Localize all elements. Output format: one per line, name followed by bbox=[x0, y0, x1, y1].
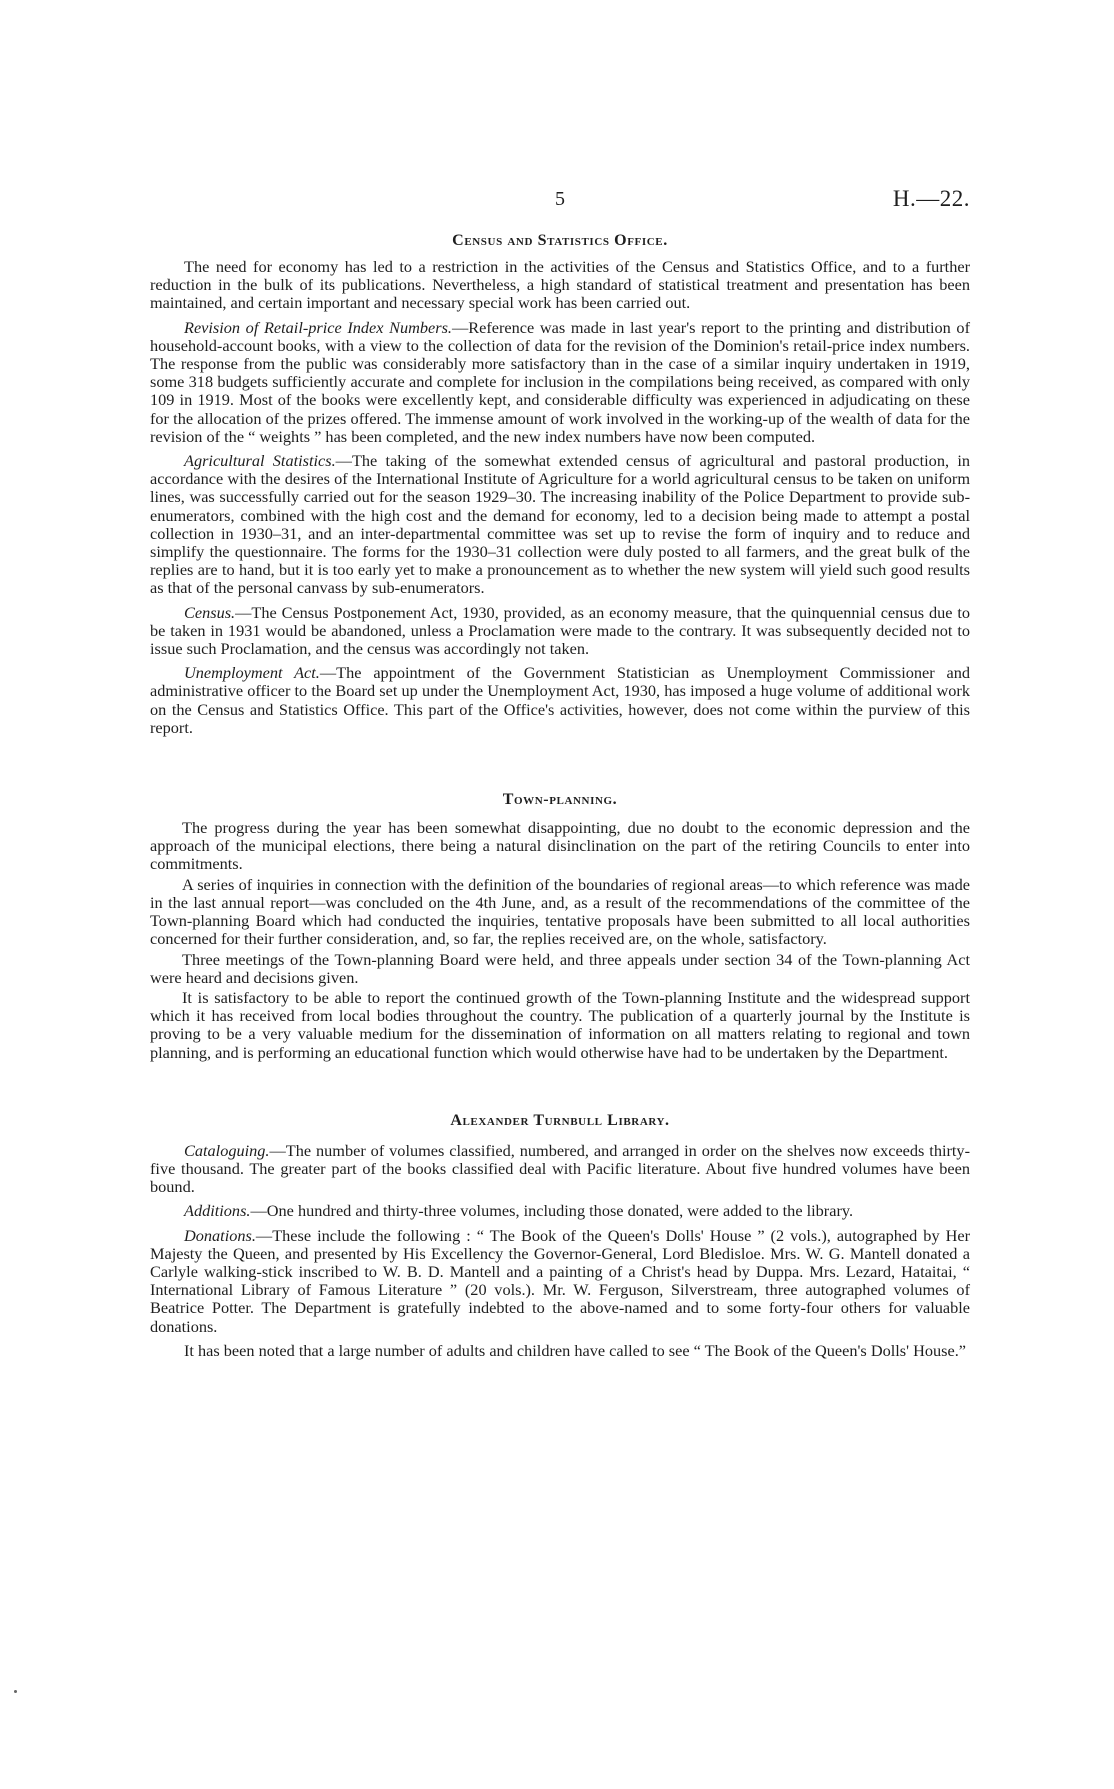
page-number: 5 bbox=[555, 188, 565, 210]
paragraph-census bbox=[150, 604, 970, 659]
paragraph-heading: Donations. bbox=[184, 1225, 256, 1245]
section-title: Town-planning. bbox=[502, 791, 618, 809]
page-header bbox=[150, 186, 970, 220]
paragraph-text: —One hundred and thirty-three volumes, including those donated, were added to the library. bbox=[250, 1201, 854, 1221]
paragraph-heading: Census. bbox=[184, 602, 236, 622]
paragraph-text: —Reference was made in last year's report to the printing and distribution of household-account books, with a view to the collection of data for the revision of the Dominion's retail-price index numbers. The response from the public was considerably more satisfactory than in the case of a similar inquiry undertaken in 1919, some 318 budgets sufficiently accurate and complete for inclusion in the compilations being received, as compared with only 109 in 1919. Most of the books were excellently kept, and considerable difficulty was experienced in adjudicating on these for the allocation of the prizes offered. The immense amount of work involved in the working-up of the wealth of data for the revision of the “ weights ” has been completed, and the new index numbers have now been computed. bbox=[150, 317, 970, 446]
paragraph-heading: Additions. bbox=[184, 1201, 251, 1221]
scan-mark bbox=[14, 1690, 17, 1693]
section-title: Census and Statistics Office. bbox=[452, 232, 668, 249]
paragraph-text: —The number of volumes classified, numbered, and arranged in order on the shelves now exceeds thirty-five thousand. The greater part of the books classified deal with Pacific literature. About five hundred volumes have been bound. bbox=[150, 1140, 970, 1197]
paragraph: A series of inquiries in connection with the definition of the boundaries of regional areas—to which reference was made in the last annual report—was concluded on the 4th June, and, as a result of the recommendations of the committee of the Town-planning Board which had conducted the inquiries, tentative proposals have been submitted to all local authorities concerned for their further consideration, and, so far, the replies received are, on the whole, satisfactory. bbox=[150, 874, 970, 949]
paragraph: Three meetings of the Town-planning Board were held, and three appeals under section 34 of the Town-planning Act were heard and decisions given. bbox=[150, 949, 970, 987]
paragraph-text: —The appointment of the Government Statistician as Unemployment Commissioner and administrative officer to the Board set up under the Unemployment Act, 1930, has imposed a huge volume of additional work on the Census and Statistics Office. This part of the Office's activities, however, does not come within the purview of this report. bbox=[150, 663, 971, 737]
paragraph-text: —The taking of the somewhat extended census of agricultural and pastoral production, in accordance with the desires of the International Institute of Agriculture for a world agricultural census to be taken on uniform lines, was successfully carried out for the season 1929–30. The increasing inability of the Police Department to provide sub-enumerators, combined with the high cost and the demand for economy, led to a decision being made to attempt a postal collection in 1930–31, and an inter-departmental committee was set up to revise the form of inquiry and to reduce and simplify the questionnaire. The forms for the 1930–31 collection were duly posted to all farmers, and the great bulk of the replies are to hand, but it is too early yet to make a pronouncement as to whether the new system will yield such good results as that of the personal canvass by sub-enumerators. bbox=[150, 451, 970, 598]
paragraph-closing: It has been noted that a large number of adults and children have called to see “ The Book of the Queen's Dolls' House.” bbox=[184, 1340, 967, 1360]
page-body bbox=[150, 232, 970, 1360]
paragraph-cataloguing bbox=[150, 1142, 970, 1197]
paragraph: The progress during the year has been somewhat disappointing, due no doubt to the economic depression and the approach of the municipal elections, there being a natural disinclination on the part of the retiring Councils to enter into commitments. bbox=[150, 818, 970, 874]
paragraph-retail-price bbox=[150, 319, 970, 446]
paragraph-heading: Unemployment Act. bbox=[184, 663, 320, 683]
paragraph-heading: Agricultural Statistics. bbox=[184, 451, 336, 471]
paragraph-unemployment bbox=[150, 664, 970, 737]
paragraph-additions bbox=[150, 1202, 970, 1220]
section-title: Alexander Turnbull Library. bbox=[450, 1111, 670, 1129]
section-alexander-turnbull-library bbox=[150, 1112, 970, 1360]
document-code: H.—22. bbox=[892, 186, 970, 211]
paragraph-heading: Cataloguing. bbox=[184, 1140, 270, 1160]
section-census-statistics-office bbox=[150, 232, 970, 737]
paragraph-text: —These include the following : “ The Book of the Queen's Dolls' House ” (2 vols.), autographed by Her Majesty the Queen, and presented by His Excellency the Governor-General, Lord Bledisloe. Mrs. W. G. Mantell donated a Carlyle walking-stick inscribed to W. B. D. Mantell and a painting of a Christ's head by Duppa. Mrs. Lezard, Hataitai, “ International Library of Famous Literature ” (20 vols.). Mr. W. Ferguson, Silverstream, three autographed volumes of Beatrice Potter. The Department is gratefully indebted to the above-named and to some forty-four others for valuable donations. bbox=[150, 1225, 970, 1336]
section-town-planning bbox=[150, 791, 970, 1062]
paragraph-heading: Revision of Retail-price Index Numbers. bbox=[184, 317, 452, 337]
paragraph-donations bbox=[150, 1227, 970, 1336]
paragraph-agricultural bbox=[150, 452, 970, 598]
paragraph-text: —The Census Postponement Act, 1930, provided, as an economy measure, that the quinquennial census due to be taken in 1931 would be abandoned, unless a Proclamation were made to the contrary. It was subsequently decided not to issue such Proclamation, and the census was accordingly not taken. bbox=[150, 602, 970, 659]
paragraph: It is satisfactory to be able to report the continued growth of the Town-planning Institute and the widespread support which it has received from local bodies throughout the country. The publication of a quarterly journal by the Institute is proving to be a very valuable medium for the dissemination of information on all matters relating to regional and town planning, and is performing an educational function which would otherwise have had to be undertaken by the Department. bbox=[150, 987, 970, 1062]
paragraph-intro: The need for economy has led to a restriction in the activities of the Census and Statistics Office, and to a further reduction in the bulk of its publications. Nevertheless, a high standard of statistical treatment and presentation has been maintained, and certain important and necessary special work has been carried out. bbox=[150, 257, 970, 313]
